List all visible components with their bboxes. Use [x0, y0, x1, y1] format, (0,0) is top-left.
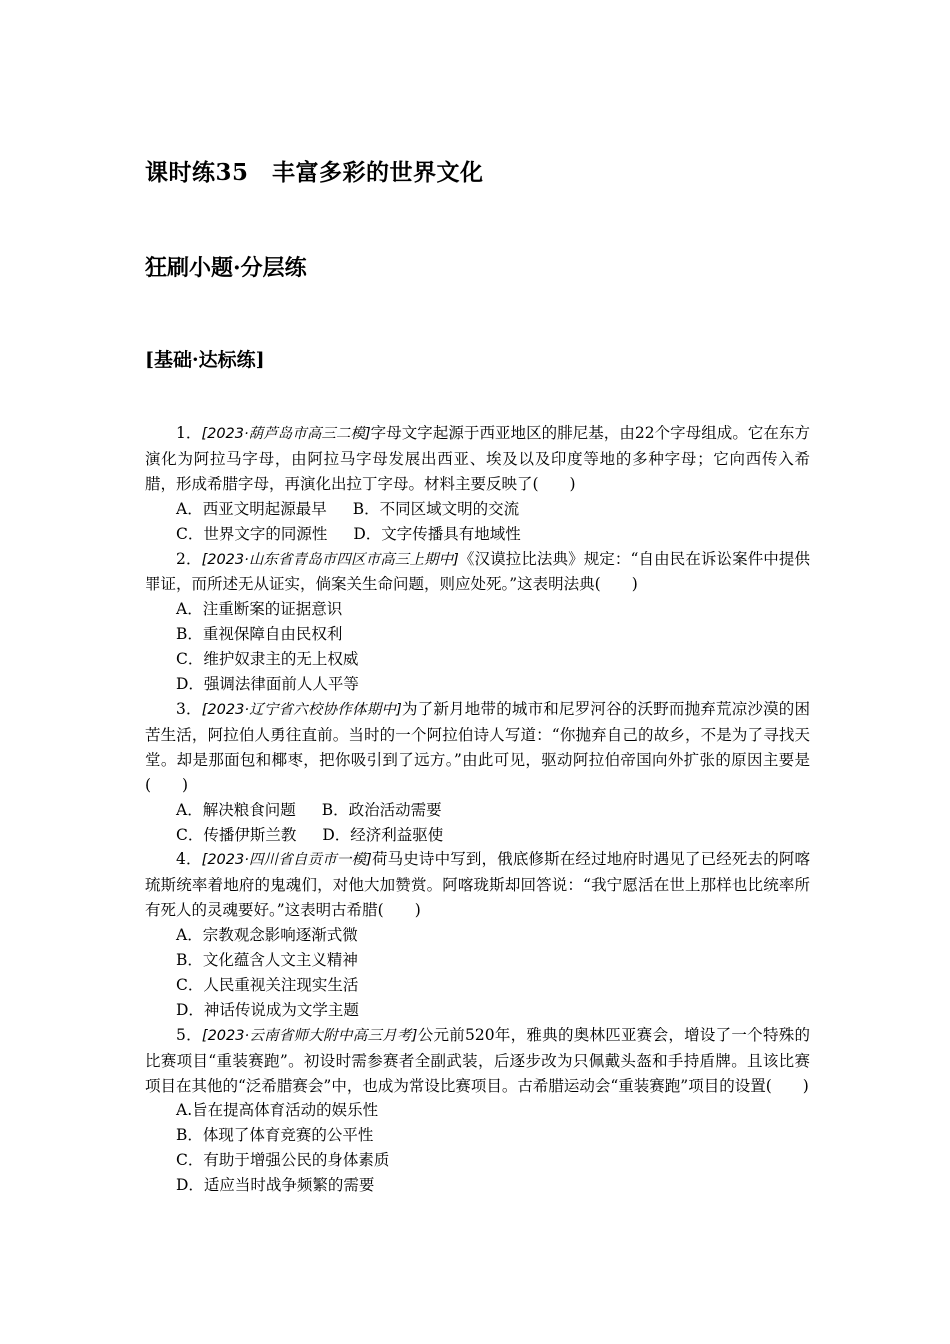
page-title: 课时练35 丰富多彩的世界文化 [145, 159, 484, 186]
option-d[interactable]: D．文字传播具有地域性 [353, 524, 521, 543]
question-source: [2023·葫芦岛市高三二模] [201, 426, 371, 442]
question-number: 5． [176, 1025, 202, 1044]
option-a[interactable]: A．注重断案的证据意识 [176, 600, 343, 619]
option-c[interactable]: C．世界文字的同源性 [176, 524, 328, 543]
option-d[interactable]: D．强调法律面前人人平等 [176, 675, 359, 694]
option-row [145, 522, 810, 547]
option-b[interactable]: B．文化蕴含人文主义精神 [176, 951, 358, 970]
question-number: 3． [176, 699, 202, 718]
question-number: 2． [176, 549, 202, 568]
question-3-stem [145, 697, 810, 798]
section-heading: [基础·达标练] [145, 349, 265, 371]
question-number: 1． [176, 424, 202, 442]
option-d[interactable]: D．经济利益驱使 [322, 825, 444, 844]
question-source: [2023·云南省师大附中高三月考] [201, 1027, 418, 1044]
page-subtitle: 狂刷小题·分层练 [145, 255, 307, 281]
question-text: 荷马史诗中写到，俄底修斯在经过地府时遇见了已经死去的阿喀琉斯统率着地府的鬼魂们，对他大加赞赏。阿喀珑斯却回答说：“我宁愿活在世上那样也比统率所有死人的灵魂要好。”这表明古希腊( ) [145, 850, 810, 920]
question-source: [2023·山东省青岛市四区市高三上期中] [201, 551, 459, 568]
question-4-stem [145, 847, 810, 923]
question-list [145, 421, 810, 1198]
question-source: [2023·四川省自贡市一模] [201, 852, 372, 869]
option-row [145, 823, 810, 848]
question-source: [2023·辽宁省六校协作体期中] [201, 701, 402, 718]
option-a[interactable]: A.旨在提高体育活动的娱乐性 [176, 1101, 379, 1120]
option-row [145, 497, 810, 522]
option-c[interactable]: C．人民重视关注现实生活 [176, 975, 359, 994]
option-c[interactable]: C．传播伊斯兰教 [176, 825, 297, 844]
question-text: 公元前520年，雅典的奥林匹亚赛会，增设了一个特殊的比赛项目“重装赛跑”。初设时需参赛者全副武装，后逐步改为只佩戴头盔和手持盾牌。且该比赛项目在其他的“泛希腊赛会”中，也成为常设比赛项目。古希腊运动会“重装赛跑”项目的设置( ) [145, 1025, 810, 1095]
question-text: 为了新月地带的城市和尼罗河谷的沃野而抛弃荒凉沙漠的困苦生活，阿拉伯人勇往直前。当时的一个阿拉伯诗人写道：“你抛弃自己的故乡，不是为了寻找天堂。却是那面包和椰枣，把你吸引到了远方。”由此可见，驱动阿拉伯帝国向外扩张的原因主要是( ) [145, 699, 810, 794]
option-b[interactable]: B．重视保障自由民权利 [176, 625, 343, 644]
option-c[interactable]: C．有助于增强公民的身体素质 [176, 1151, 390, 1170]
question-number: 4． [176, 850, 202, 869]
option-a[interactable]: A．解决粮食问题 [176, 800, 296, 819]
question-2-stem [145, 547, 810, 598]
question-5-stem [145, 1023, 810, 1099]
option-row [145, 798, 810, 823]
question-text: 字母文字起源于西亚地区的腓尼基，由22个字母组成。它在东方演化为阿拉马字母，由阿拉马字母发展出西亚、埃及以及印度等地的多种字母；它向西传入希腊，形成希腊字母，再演化出拉丁字母。材料主要反映了( ) [145, 424, 810, 493]
option-a[interactable]: A．西亚文明起源最早 [176, 499, 327, 518]
option-c[interactable]: C．维护奴隶主的无上权威 [176, 650, 359, 669]
option-a[interactable]: A．宗教观念影响逐渐式微 [176, 926, 358, 945]
question-1-stem [145, 421, 810, 497]
question-text: 《汉谟拉比法典》规定：“自由民在诉讼案件中提供罪证，而所述无从证实，倘案关生命问题，则应处死。”这表明法典( ) [145, 549, 810, 594]
option-d[interactable]: D．神话传说成为文学主题 [176, 1000, 359, 1019]
option-d[interactable]: D．适应当时战争频繁的需要 [176, 1176, 375, 1195]
option-b[interactable]: B．不同区域文明的交流 [352, 499, 520, 518]
option-b[interactable]: B．体现了体育竞赛的公平性 [176, 1126, 374, 1145]
option-b[interactable]: B．政治活动需要 [321, 800, 442, 819]
